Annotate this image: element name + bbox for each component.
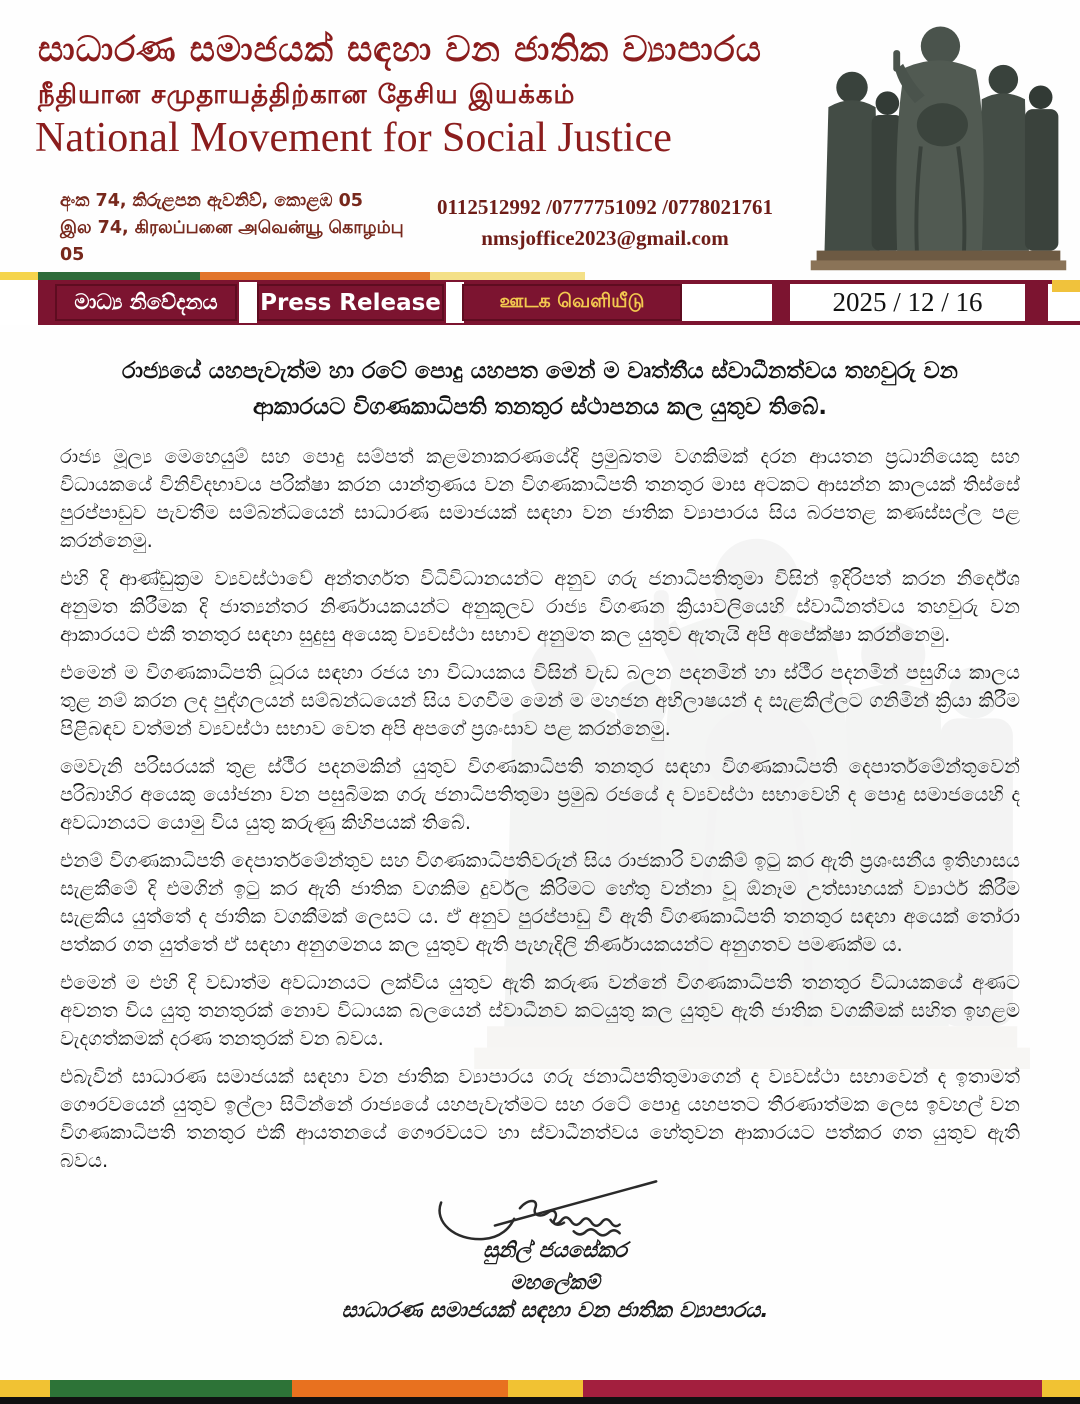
body-paragraph: එහි දි ආණ්ඩුක්‍රම ව්‍යවස්ථාවේ අන්තර්ගත විධිවිධානයන්ට අනුව ගරු ජනාධිපතිතුමා විසින් ඉදිරිපත් කරන නිර්දේශ අනුමත කිරීමක දි ජාත්‍යන්තර නිර්ණායකයන්ට අනුකූලව රාජ්‍ය විගණන ක්‍රියාවලියෙහි ස්වාධීනත්වය තහවුරු වන ආකාරයට එකී තනතුර සඳහා සුදුසු අයෙකු ව්‍යවස්ථා සභාව අනුමත කල යුතුව ඇතැයි අපි අපේක්ෂා කරන්නෙමු. xyxy=(60,567,1020,646)
banner-end-block xyxy=(1025,284,1048,321)
banner-label-tamil: ஊடக வெளியீடு xyxy=(462,284,682,321)
banner-date: 2025 / 12 / 16 xyxy=(832,287,983,317)
banner-label-english: Press Release xyxy=(257,284,444,321)
signatory-organization: සාධාරණ සමාජයක් සඳහා වන ජාතික ව්‍යාපාරය. xyxy=(341,1298,769,1322)
strip-orange xyxy=(200,272,430,280)
strip-yellow xyxy=(0,272,38,280)
address-sinhala: අංක 74, කිරුළපන ඇවනිව්, කොළඹ 05 xyxy=(60,191,363,211)
strip-green xyxy=(50,1380,292,1397)
email-address: nmsjoffice2023@gmail.com xyxy=(481,226,729,250)
org-title-tamil: நீதியான சமுதாயத்திற்கான தேசிய இயக்கம் xyxy=(38,80,576,110)
body-paragraph: රාජ්‍ය මූල්‍ය මෙහෙයුම් සහ පොදු සම්පත් කළමනාකරණයේදි ප්‍රමුඛතම වගකිමක් දරන ආයතන ප්‍රධානියෙකු සහ විධායකයේ විනිවිදභාවය පරික්ෂා කරන යාන්ත්‍රණය වන විගණකාධිපති තනතුර මාස අටකට ආසන්න කාලයක් තිස්සේ පුරප්පාඩුව පැවතීම සම්බන්ධයෙන් සාධාරණ සමාජයක් සඳහා වන ජාතික ව්‍යාපාරය සිය බරපතළ කණස්සල්ල පළ කරන්නෙමු. xyxy=(60,445,1020,552)
signatory-name: සුනිල් ජයසේකර xyxy=(483,1238,627,1262)
body-paragraph: එනම් විගණකාධිපති දෙපාර්තමේන්තුව සහ විගණකාධිපතිවරුන් සිය රාජකාරි වගකිම් ඉටු කර ඇති ප්‍රශංසනීය ඉතිහාසය සැළකීමේ දි එමගින් ඉටු කර ඇති ජාතික වගකිම දුර්වල කිරිමට හේතු වන්නා වූ ඕනෑම උත්සාහයක් ව්‍යාර්ථ කිරීම සැළකිය යුත්තේ ද ජාතික වගකීමක් ලෙසට ය. ඒ අනුව පුරප්පාඩු වී ඇති විගණකාධිපති තනතුර සඳහා අයෙක් තෝරා පත්කර ගත යුත්තේ ඒ සඳහා අනුගමනය කල යුතුව ඇති පැහැදිලි නිර්ණායකයන්ට අනුගතව පමණක්ම ය. xyxy=(60,849,1020,956)
strip-crimson xyxy=(583,1380,1042,1397)
document-heading: රාජ්‍යයේ යහපැවැත්ම හා රටේ පොදු යහපත මෙන් ම වෘත්තීය ස්වාධීනත්වය තහවුරු වන ආකාරයට විගණකාධිපති තනතුර ස්ථාපනය කල යුතුව තිබේ. xyxy=(122,358,958,420)
signatory-role: මහලේකම් xyxy=(510,1270,600,1294)
body-paragraph: මෙවැනි පරිසරයක් තුළ ස්ථීර පදනමකින් යුතුව විගණකාධිපති තනතුර සඳහා විගණකාධිපති දෙපාර්තමේන්තුවෙන් පරිබාහිර අයෙකු යෝජනා වන පසුබිමක ගරු ජනාධිපතිතුමා ප්‍රමුඛ රජයේ ද ව්‍යවස්ථා සභාවෙහි ද පොදු සමාජයෙහි ද අවධානයට යොමු විය යුතු කරුණු කිහිපයක් තිබේ. xyxy=(60,755,1020,834)
banner-corner-accent xyxy=(1052,280,1080,292)
strip-yellow xyxy=(508,1380,583,1397)
contact-block xyxy=(430,192,780,254)
banner-label-sinhala: මාධ්‍ය නිවේදනය xyxy=(55,284,237,321)
footer-color-strip xyxy=(0,1380,1080,1397)
strip-green xyxy=(38,272,200,280)
strip-orange xyxy=(292,1380,508,1397)
org-title-english: National Movement for Social Justice xyxy=(35,115,672,161)
press-release-banner xyxy=(0,280,1080,325)
document-body xyxy=(60,443,1020,1185)
banner-divider xyxy=(772,284,790,321)
statue-image xyxy=(795,6,1080,278)
banner-gap xyxy=(239,282,257,323)
strip-pale-yellow xyxy=(430,272,585,280)
phone-numbers: 0112512992 /0777751092 /0778021761 xyxy=(436,195,773,219)
banner-date-section xyxy=(682,280,1080,325)
body-paragraph: එමෙන් ම එහි දි වඩාත්ම අවධානයට ලක්විය යුතුව ඇති කරුණ වන්නේ විගණකාධිපති තනතුර විධායකයේ අණට අවනත විය යුතු තනතුරක් නොව විධායක බලයෙන් ස්වාධීනව කටයුතු කල යුතුව ඇති ජාතික වගකීමක් සහිත ඉහළම වැදගත්කමක් දරණ තනතුරක් වන බවය. xyxy=(60,971,1020,1050)
banner-color-strip xyxy=(0,272,585,280)
body-paragraph: එබැවින් සාධාරණ සමාජයක් සඳහා වන ජාතික ව්‍යාපාරය ගරු ජනාධිපතිතුමාගෙන් ද ව්‍යවස්ථා සභාවෙන් ද ඉතාමත් ගෞරවයෙන් යුතුව ඉල්ලා සිටින්නේ රාජ්‍යයේ යහපැවැත්මට සහ රටේ පොදු යහපතට තීරණාත්මක ලෙස ඉවහල් වන විගණකාධිපති තනතුර එකී ආයතනයේ ගෞරවයට හා ස්වාධීනත්වය හේතුවන ආකාරයට පත්කර ගත යුතුව ඇති බවය. xyxy=(60,1065,1020,1172)
strip-yellow xyxy=(0,1380,50,1397)
address-tamil: இல 74, கிரலப்பனை அவென்யூ கொழம்பு 05 xyxy=(60,218,404,265)
footer-black-line xyxy=(0,1397,1080,1404)
org-title-sinhala: සාධාරණ සමාජයක් සඳහා වන ජාතික ව්‍යාපාරය xyxy=(38,30,762,70)
strip-yellow xyxy=(1042,1380,1080,1397)
body-paragraph: එමෙන් ම විගණකාධිපති ධූරය සඳහා රජය හා විධායකය විසින් වැඩ බලන පදනමින් හා ස්ථීර පදනමින් පසුගිය කාලය තුළ නම් කරන ලද පුද්ගලයන් සම්බන්ධයෙන් සිය වගවීම මෙන් ම මහජන අභිලාෂයන් ද සැළකිල්ලට ගනිමින් ක්‍රියා කිරීම පිළිබඳව වත්මන් ව්‍යවස්ථා සභාව වෙත අපි අපගේ ප්‍රශංසාව පළ කරන්නෙමු. xyxy=(60,661,1020,740)
